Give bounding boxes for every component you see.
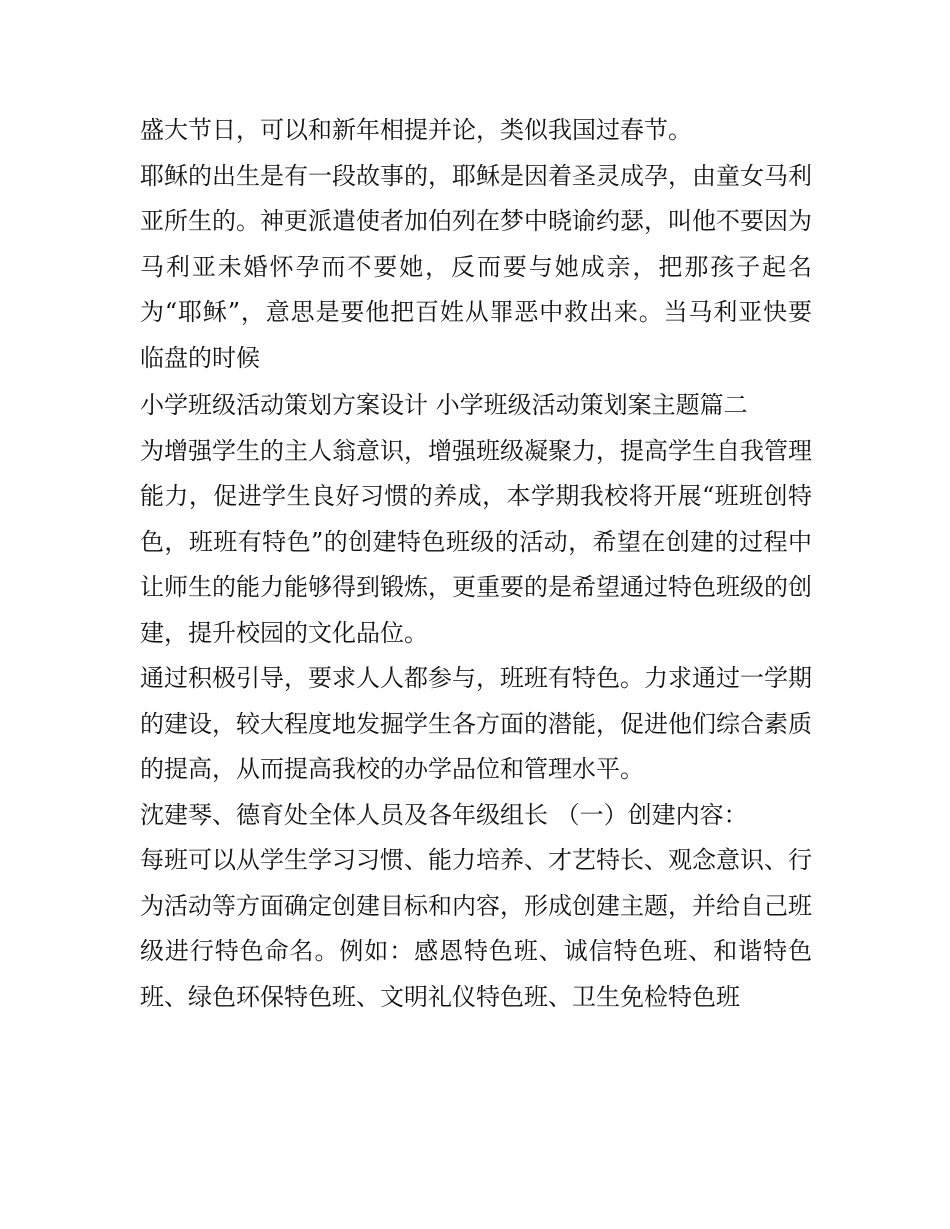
paragraph-content: 每班可以从学生学习习惯、能力培养、才艺特长、观念意识、行为活动等方面确定创建目标和内容，形成创建主题，并给自己班级进行特色命名。例如：感恩特色班、诚信特色班、和谐特色班、绿色环保特色班、文明礼仪特色班、卫生免检特色班 bbox=[140, 846, 812, 1011]
paragraph-purpose: 为增强学生的主人翁意识，增强班级凝聚力，提高学生自我管理能力，促进学生良好习惯的养成，本学期我校将开展“班班创特色，班班有特色”的创建特色班级的活动，希望在创建的过程中让师生的能力能够得到锻炼，更重要的是希望通过特色班级的创建，提升校园的文化品位。 bbox=[140, 436, 812, 647]
paragraph-organizers: 沈建琴、德育处全体人员及各年级组长 （一）创建内容： bbox=[140, 800, 748, 829]
paragraph-jesus-birth: 耶稣的出生是有一段故事的，耶稣是因着圣灵成孕，由童女马利亚所生的。神更派遣使者加伯列在梦中晓谕约瑟，叫他不要因为马利亚未婚怀孕而不要她，反而要与她成亲，把那孩子起名为“耶稣”，意思是要他把百姓从罪恶中救出来。当马利亚快要临盘的时候 bbox=[140, 161, 812, 372]
section-heading: 小学班级活动策划方案设计 小学班级活动策划案主题篇二 bbox=[140, 391, 748, 419]
document-body bbox=[140, 108, 812, 1020]
paragraph-goal: 通过积极引导，要求人人都参与，班班有特色。力求通过一学期的建设，较大程度地发掘学生各方面的潜能，促进他们综合素质的提高，从而提高我校的办学品位和管理水平。 bbox=[140, 664, 812, 783]
paragraph-festival: 盛大节日，可以和新年相提并论，类似我国过春节。 bbox=[140, 116, 692, 144]
